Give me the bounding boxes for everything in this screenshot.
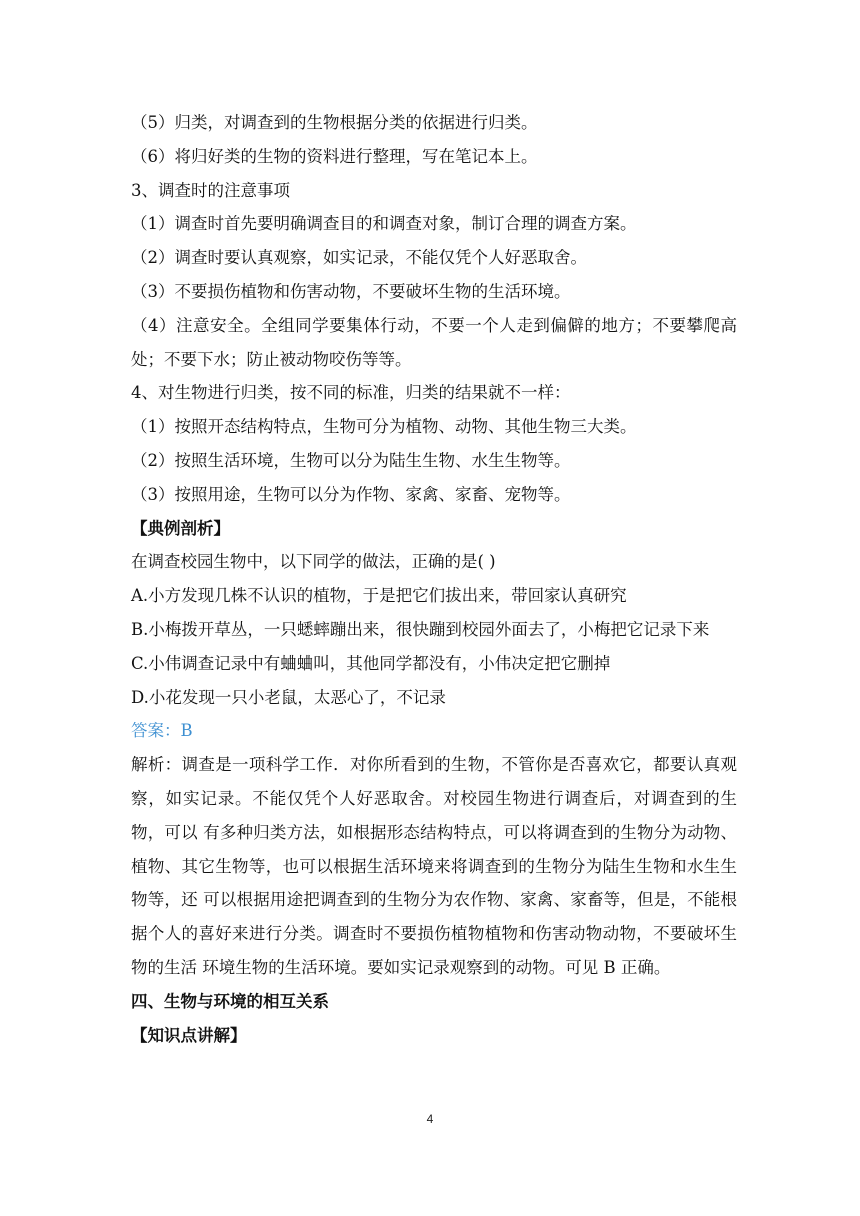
list-item: （4）注意安全。全组同学要集体行动，不要一个人走到偏僻的地方；不要攀爬高处；不要下水；防止被动物咬伤等等。 <box>131 315 737 369</box>
example-question: 在调查校园生物中，以下同学的做法，正确的是( ) <box>131 552 496 572</box>
list-item: （1）按照开态结构特点，生物可分为植物、动物、其他生物三大类。 <box>131 417 637 437</box>
list-item: （2）调查时要认真观察，如实记录，不能仅凭个人好恶取舍。 <box>131 248 587 268</box>
option-a: A.小方发现几株不认识的植物，于是把它们拔出来，带回家认真研究 <box>131 586 627 606</box>
answer-text: 答案：B <box>131 721 193 741</box>
section-title: 四、生物与环境的相互关系 <box>131 991 329 1011</box>
list-item: （2）按照生活环境，生物可以分为陆生生物、水生生物等。 <box>131 450 571 470</box>
list-item: （6）将归好类的生物的资料进行整理，写在笔记本上。 <box>131 146 538 166</box>
section-heading: 3、调查时的注意事项 <box>131 180 290 200</box>
section-heading: 4、对生物进行归类，按不同的标准，归类的结果就不一样： <box>131 383 571 403</box>
option-c: C.小伟调查记录中有蛐蛐叫，其他同学都没有，小伟决定把它删掉 <box>131 653 611 673</box>
section-subheading: 【知识点讲解】 <box>131 1025 247 1045</box>
list-item: （1）调查时首先要明确调查目的和调查对象，制订合理的调查方案。 <box>131 214 637 234</box>
option-d: D.小花发现一只小老鼠，太恶心了，不记录 <box>131 687 446 707</box>
list-item: （3）按照用途，生物可以分为作物、家禽、家畜、宠物等。 <box>131 484 571 504</box>
option-b: B.小梅拨开草丛，一只蟋蟀蹦出来，很快蹦到校园外面去了，小梅把它记录下来 <box>131 619 710 639</box>
list-item: （5）归类，对调查到的生物根据分类的依据进行归类。 <box>131 113 538 132</box>
page-number: 4 <box>426 1112 434 1126</box>
page-content <box>131 106 737 1052</box>
example-heading: 【典例剖析】 <box>131 518 230 538</box>
list-item: （3）不要损伤植物和伤害动物，不要破坏生物的生活环境。 <box>131 281 571 301</box>
analysis-paragraph: 解析：调查是一项科学工作．对你所看到的生物，不管你是否喜欢它，都要认真观察，如实记录。不能仅凭个人好恶取舍。对校园生物进行调查后，对调查到的生物，可以 有多种归类方法，如根据形态结构特点，可以将调查到的生物分为动物、植物、其它生物等，也可以根据生活环境来将调查到的生物分为陆生生物和水生生物等，还 可以根据用途把调查到的生物分为农作物、家禽、家畜等，但是，不能根据个人的喜好来进行分类。调查时不要损伤植物植物和伤害动物动物，不要破坏生物的生活 环境生物的生活环境。要如实记录观察到的动物。可见 B 正确。 <box>131 755 737 977</box>
